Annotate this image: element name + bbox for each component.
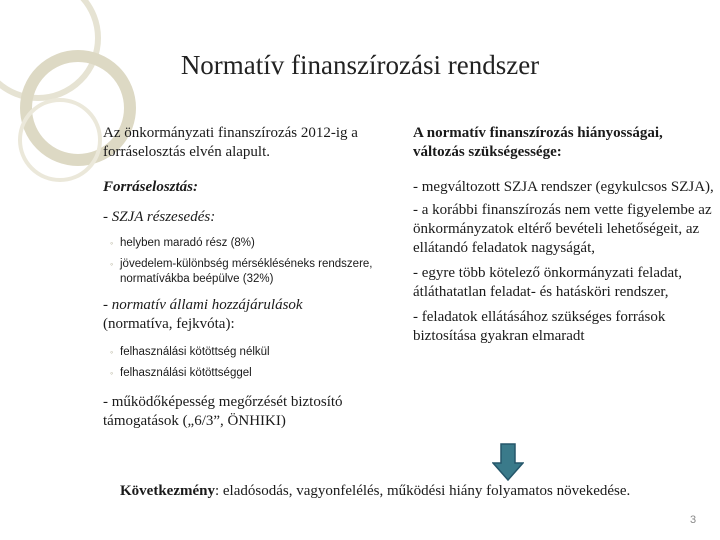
list-item: ◦ jövedelem-különbség mérsékléséneks rendszere, normatívákba beépülve (32%) xyxy=(110,258,373,285)
mukodes-text: - működőképesség megőrzését biztosító támogatások („6/3”, ÖNHIKI) xyxy=(103,394,343,429)
szja-label: - SZJA részesedés: xyxy=(103,209,216,225)
right-heading: A normatív finanszírozás hiányosságai, változás szükségessége: xyxy=(413,125,663,160)
normativ-label: - normatív állami hozzájárulások (normatíva, fejkvóta): xyxy=(103,297,303,332)
down-arrow-icon xyxy=(492,443,524,481)
page-title: Normatív finanszírozási rendszer xyxy=(180,50,540,80)
list-item: - a korábbi finanszírozás nem vette figyelembe az önkormányzatok eltérő bevételi lehetőségeit, az ellátandó feladatok nagyságát, xyxy=(413,202,712,256)
list-item: - egyre több kötelező önkormányzati feladat, átláthatatlan feladat- és hatásköri rendszer, xyxy=(413,265,683,300)
footer-text: Következmény: eladósodás, vagyonfelélés, működési hiány folyamatos növekedése. xyxy=(120,483,631,499)
list-item: ◦ felhasználási kötöttség nélkül xyxy=(110,346,270,358)
bullet-icon: ◦ xyxy=(110,368,114,378)
list-item: ◦ felhasználási kötöttséggel xyxy=(110,367,252,379)
footer-label: Következmény xyxy=(120,483,215,499)
bullet-icon: ◦ xyxy=(110,347,114,357)
left-column xyxy=(103,124,393,431)
left-intro: Az önkormányzati finanszírozás 2012-ig a forráselosztás elvén alapult. xyxy=(103,125,358,160)
page-number: 3 xyxy=(690,514,697,526)
bullet-icon: ◦ xyxy=(110,238,114,248)
list-item: - feladatok ellátásához szükséges források biztosítása gyakran elmaradt xyxy=(413,309,666,344)
left-heading: Forráselosztás: xyxy=(103,179,199,195)
bullet-icon: ◦ xyxy=(110,259,114,269)
list-item: ◦ helyben maradó rész (8%) xyxy=(110,237,255,249)
list-item: - megváltozott SZJA rendszer (egykulcsos SZJA), xyxy=(413,179,714,195)
right-column xyxy=(413,124,718,346)
